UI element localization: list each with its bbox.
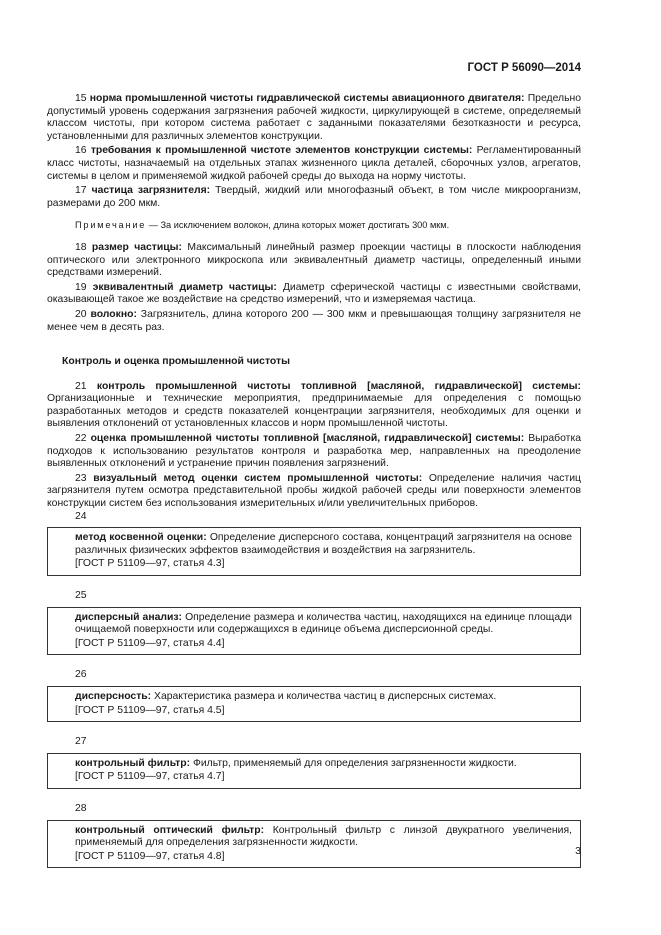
entry-26-number: 26 — [75, 669, 87, 681]
entry-19: 19 эквивалентный диаметр частицы: Диаметр сферической частицы с известными свойствами, оказывающей такое же воздействие на средство измерений, что и измеряемая частица. — [47, 281, 582, 306]
document-header: ГОСТ Р 56090—2014 — [467, 62, 581, 74]
entry-17: 17 частица загрязнителя: Твердый, жидкий или многофазный объект, в том числе микроорганизм, размерами до 200 мкм. — [47, 185, 581, 209]
entry-26-reference: [ГОСТ Р 51109—97, статья 4.5] — [75, 704, 225, 716]
entry-23: 23 визуальный метод оценки систем промышленной чистоты: Определение наличия частиц загрязнителя путем осмотра представительной пробы жидкой рабочей среды или поверхности элементов конструкции систем без использования измерительных и/или увеличительных приборов. — [47, 472, 581, 510]
entry-25-reference: [ГОСТ Р 51109—97, статья 4.4] — [75, 637, 225, 649]
note: Примечание — За исключением волокон, длина которых может достигать 300 мкм. — [75, 220, 450, 231]
entry-28-definition: контрольный оптический фильтр: Контрольный фильтр с линзой двукратного увеличения, применяемый для определения загрязненности жидкости. — [75, 824, 572, 849]
entry-24-box — [47, 527, 581, 576]
entry-24-reference: [ГОСТ Р 51109—97, статья 4.3] — [75, 558, 225, 570]
entry-16: 16 требования к промышленной чистоте элементов конструкции системы: Регламентированный класс чистоты, назначаемый на отдельных этапах жизненного цикла деталей, сборочных узлов, агрегатов, системы в целом и применяемой жидкой рабочей среды до выхода на норму чистоты. — [47, 145, 582, 182]
entry-21: 21 контроль промышленной чистоты топливной [масляной, гидравлической] системы: Организационные и технические мероприятия, предпринимаемые для определения с помощью разработанных методов и средств показателей концентрации загрязнителя, необходимых для оценки и выявления отклонений от установленных классов и норм промышленной чистоты. — [47, 380, 581, 430]
entry-27-reference: [ГОСТ Р 51109—97, статья 4.7] — [75, 771, 225, 783]
entry-20: 20 волокно: Загрязнитель, длина которого 200 — 300 мкм и превышающая толщину загрязнителя не менее чем в десять раз. — [47, 308, 581, 333]
entry-24-number: 24 — [75, 510, 87, 522]
entry-28-reference: [ГОСТ Р 51109—97, статья 4.8] — [75, 850, 225, 862]
page-number: 3 — [575, 845, 581, 857]
entry-22: 22 оценка промышленной чистоты топливной [масляной, гидравлической] системы: Выработка подходов к использованию результатов контроля и разработка мер, направленных на преодоление выявленных отклонений и устранение причин появления загрязнений. — [47, 433, 581, 470]
entry-18: 18 размер частицы: Максимальный линейный размер проекции частицы в плоскости наблюдения оптического или электронного микроскопа или эквивалентный диаметр частицы, определенный иными средствами измерений. — [47, 241, 582, 279]
entry-26-box — [47, 686, 581, 722]
document-body — [47, 93, 581, 882]
entry-25-box — [47, 607, 581, 656]
entry-27-definition: контрольный фильтр: Фильтр, применяемый для определения загрязненности жидкости. — [75, 757, 517, 769]
entry-24-definition: метод косвенной оценки: Определение дисперсного состава, концентраций загрязнителя на основе различных физических эффектов взаимодействия и воздействия на загрязнитель. — [75, 532, 572, 556]
entry-27-number: 27 — [75, 736, 87, 748]
entry-26-definition: дисперсность: Характеристика размера и количества частиц в дисперсных системах. — [75, 690, 497, 702]
entry-27-box — [47, 753, 581, 789]
entry-25-number: 25 — [75, 590, 87, 601]
section-title: Контроль и оценка промышленной чистоты — [62, 356, 290, 368]
entry-25-definition: дисперсный анализ: Определение размера и количества частиц, находящихся на единице площади очищаемой поверхности или содержащихся в единице объема дисперсионной среды. — [75, 611, 572, 636]
entry-15: 15 норма промышленной чистоты гидравлической системы авиационного двигателя: Предельно допустимый уровень содержания загрязнения рабочей жидкости, циркулирующей в системе, определяемый классом чистоты, при котором система работает с заданными показателями безотказности и ресурса, установленными для различных элементов конструкции. — [47, 93, 581, 142]
entry-28-number: 28 — [75, 802, 87, 814]
entry-28-box — [47, 820, 581, 869]
